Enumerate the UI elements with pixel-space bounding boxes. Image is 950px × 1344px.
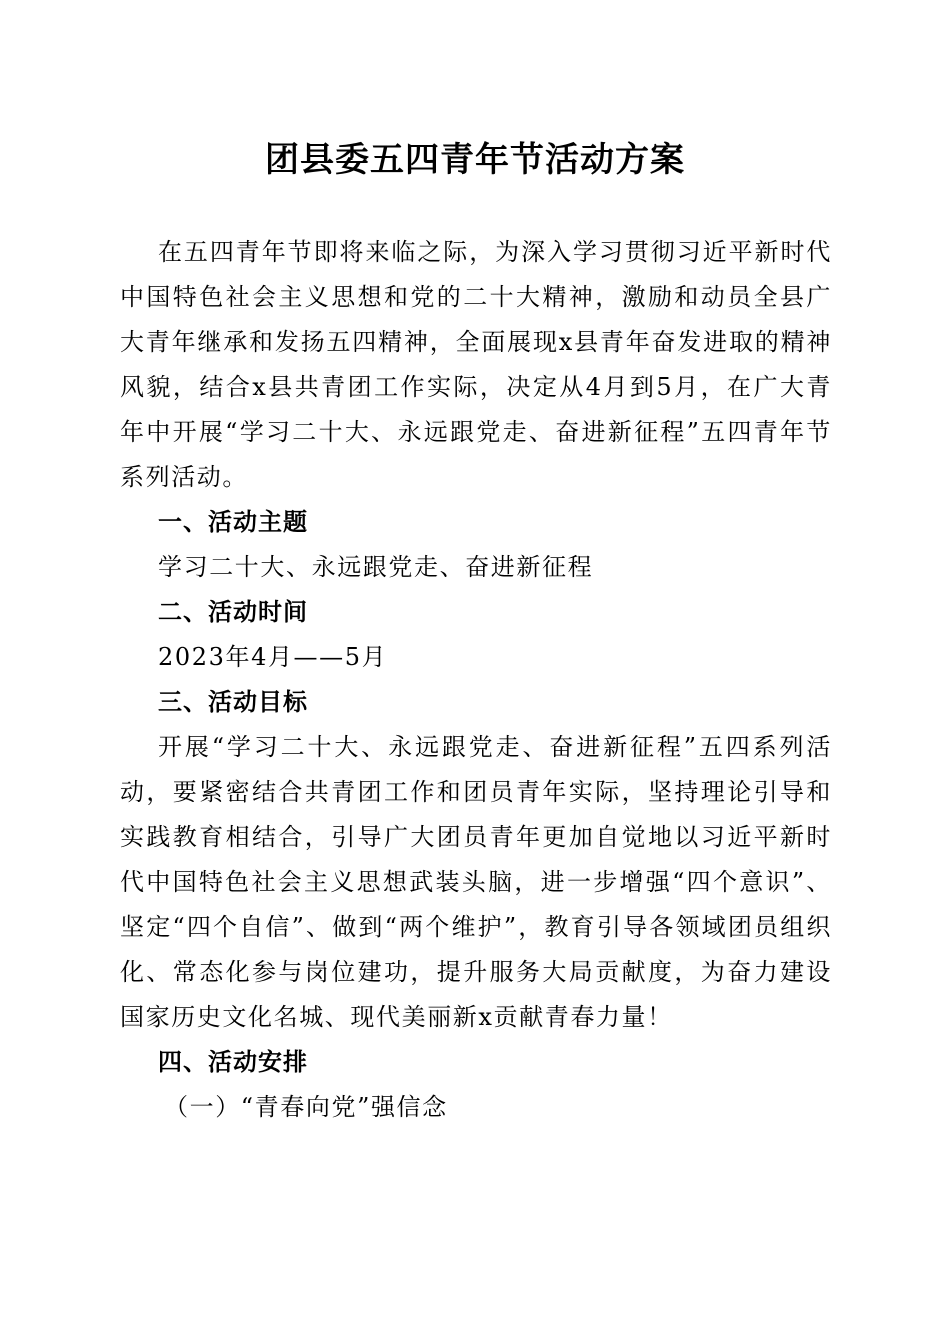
section-content-theme: 学习二十大、永远跟党走、奋进新征程 (158, 553, 594, 581)
section-content-goal: 开展“学习二十大、永远跟党走、奋进新征程”五四系列活动，要紧密结合共青团工作和团员青年实际，坚持理论引导和实践教育相结合，引导广大团员青年更加自觉地以习近平新时代中国特色社会主义思想武装头脑，进一步增强“四个意识”、坚定“四个自信”、做到“两个维护”，教育引导各领域团员组织化、常态化参与岗位建功，提升服务大局贡献度，为奋力建设国家历史文化名城、现代美丽新x贡献青春力量！ (120, 733, 832, 1031)
section-heading-arrangement: 四、活动安排 (158, 1048, 308, 1076)
section-heading-time: 二、活动时间 (158, 598, 308, 626)
intro-paragraph: 在五四青年节即将来临之际，为深入学习贯彻习近平新时代中国特色社会主义思想和党的二十大精神，激励和动员全县广大青年继承和发扬五四精神，全面展现x县青年奋发进取的精神风貌，结合x县共青团工作实际，决定从4月到5月，在广大青年中开展“学习二十大、永远跟党走、奋进新征程”五四青年节系列活动。 (120, 238, 832, 491)
section-subheading-arrangement: （一）“青春向党”强信念 (164, 1093, 448, 1121)
section-content-time: 2023年4月——5月 (158, 643, 388, 671)
section-heading-goal: 三、活动目标 (158, 688, 308, 716)
section-heading-theme: 一、活动主题 (158, 508, 308, 536)
document-body (120, 230, 832, 1130)
document-title: 团县委五四青年节活动方案 (265, 140, 685, 180)
